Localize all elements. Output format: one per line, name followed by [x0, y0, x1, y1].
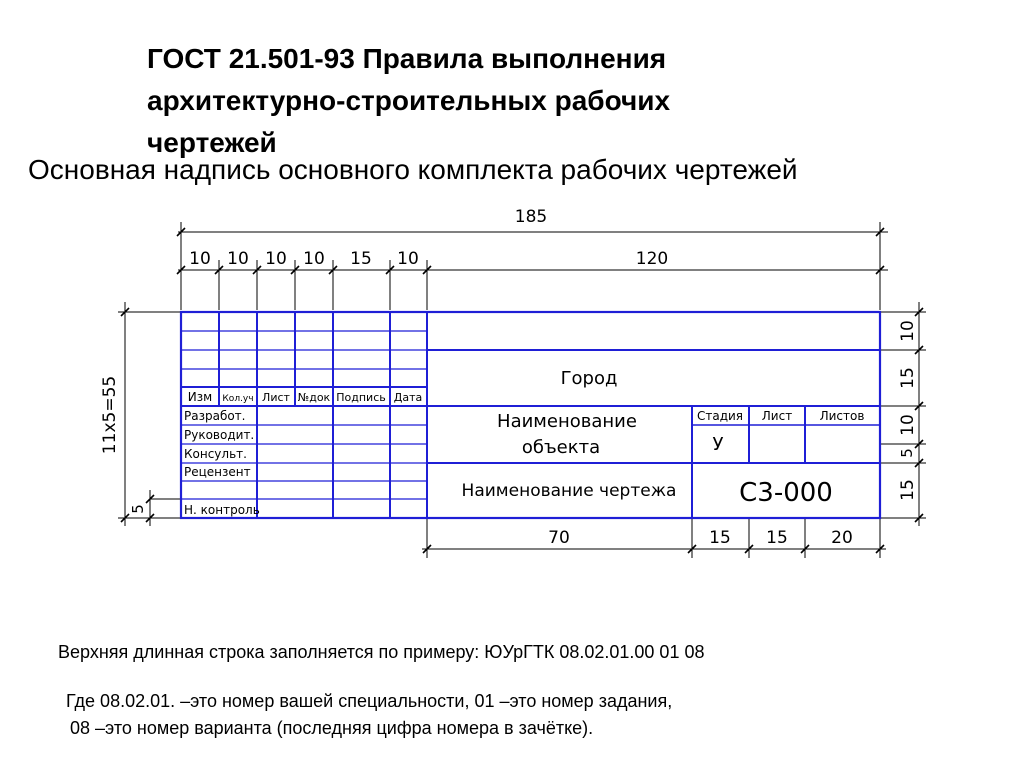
role-recenzent: Рецензент — [184, 465, 251, 479]
dim-left-row: 5 — [129, 504, 147, 514]
col-header-kol-uch: Кол.уч — [222, 394, 254, 404]
note-explanation — [66, 688, 672, 742]
dim-bottom-3: 15 — [766, 528, 788, 548]
role-rukovodit: Руководит. — [184, 428, 255, 442]
dim-right-4: 5 — [898, 448, 916, 458]
object-name-line-2: объекта — [521, 437, 601, 458]
dim-bottom-1: 70 — [548, 528, 570, 548]
dim-total: 185 — [514, 207, 548, 227]
col-header-data: Дата — [393, 391, 423, 404]
stage-header: Стадия — [696, 409, 744, 423]
object-name-line-1: Наименование — [497, 411, 637, 432]
role-n-kontrol: Н. контроль — [184, 503, 260, 517]
dim-top-6: 10 — [397, 249, 419, 269]
col-header-podpis: Подпись — [336, 391, 386, 404]
note-example-line: Верхняя длинная строка заполняется по примеру: ЮУрГТК 08.02.01.00 01 08 — [58, 642, 705, 662]
drawing-code: С3-000 — [739, 478, 833, 508]
dim-top-1: 10 — [189, 249, 211, 269]
drawing-name-label: Наименование чертежа — [461, 481, 677, 501]
title-line-2: архитектурно-строительных рабочих — [147, 85, 671, 116]
dim-bottom-2: 15 — [709, 528, 731, 548]
stamp-labels — [184, 368, 864, 517]
subtitle: Основная надпись основного комплекта рабочих чертежей — [28, 154, 798, 185]
note-explanation-line-2: 08 –это номер варианта (последняя цифра номера в зачётке). — [70, 718, 594, 738]
role-razrabot: Разработ. — [184, 409, 246, 423]
city-label: Город — [560, 368, 618, 389]
dim-top-2: 10 — [227, 249, 249, 269]
sheets-header: Листов — [819, 409, 865, 423]
note-explanation-line-1: Где 08.02.01. –это номер вашей специальности, 01 –это номер задания, — [66, 691, 673, 711]
stage-value: У — [712, 434, 724, 455]
dim-top-5: 15 — [350, 249, 372, 269]
dim-left-height: 11x5=55 — [100, 375, 120, 455]
dim-top-4: 10 — [303, 249, 325, 269]
dim-top-7: 120 — [635, 249, 669, 269]
dim-right-3: 10 — [898, 414, 918, 436]
title-block-drawing — [0, 195, 1024, 585]
col-header-izm: Изм — [187, 390, 213, 404]
dim-bottom-4: 20 — [831, 528, 853, 548]
page-title — [147, 38, 867, 164]
top-dimensions — [177, 207, 888, 310]
dim-right-5: 15 — [898, 479, 918, 501]
col-header-list: Лист — [262, 391, 290, 404]
role-konsult: Консульт. — [184, 447, 247, 461]
title-line-3: чертежей — [147, 127, 277, 158]
dim-right-2: 15 — [898, 367, 918, 389]
sheet-header: Лист — [761, 409, 793, 423]
title-line-1: ГОСТ 21.501-93 Правила выполнения — [147, 43, 667, 74]
right-dimensions — [880, 302, 926, 526]
left-dimensions — [100, 302, 181, 526]
dim-top-3: 10 — [265, 249, 287, 269]
bottom-dimensions — [422, 518, 886, 558]
dim-right-1: 10 — [898, 320, 918, 342]
col-header-n-dok: №док — [297, 391, 331, 404]
